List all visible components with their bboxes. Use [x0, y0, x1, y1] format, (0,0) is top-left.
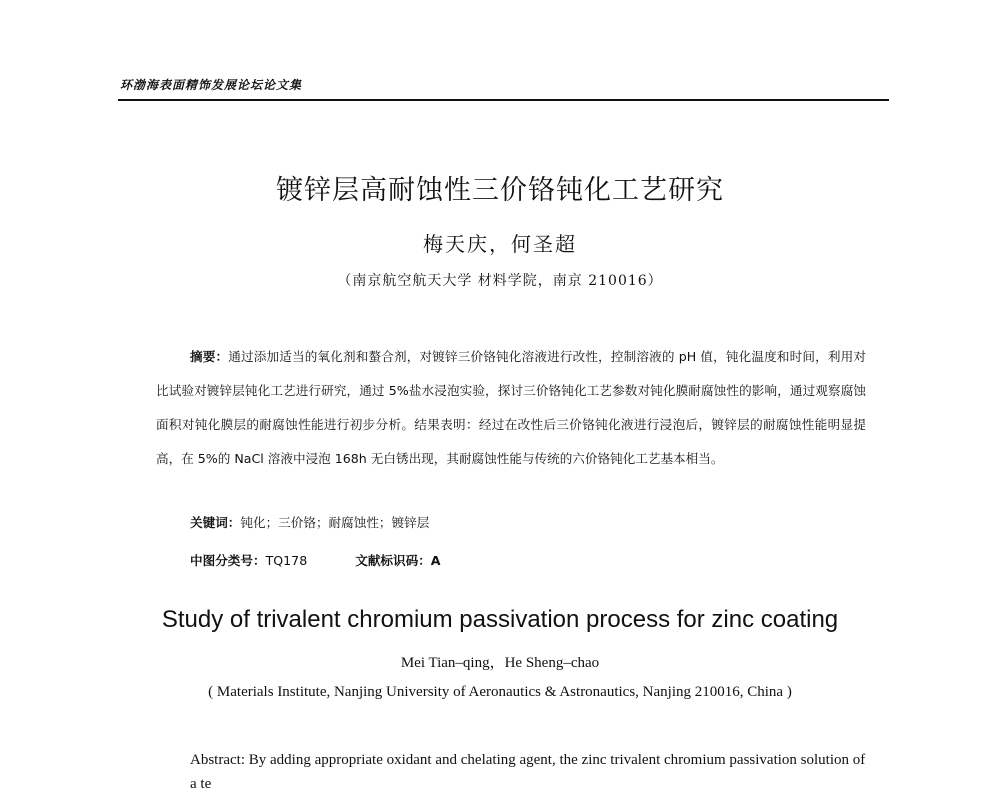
- header-rule: [118, 99, 889, 101]
- journal-header: 环渤海表面精饰发展论坛论文集: [120, 78, 303, 92]
- keywords: [190, 512, 429, 531]
- affiliation: （南京航空航天大学 材料学院，南京 210016）: [337, 273, 663, 289]
- clc-label: 中图分类号：: [190, 553, 266, 568]
- english-title: Study of trivalent chromium passivation process for zinc coating: [161, 606, 839, 633]
- english-abstract-cut: Abstract: By adding appropriate oxidant and chelating agent, the zinc trivalent chromium passivation solution of a te: [190, 752, 866, 792]
- doc-code-label: 文献标识码：: [355, 553, 431, 568]
- english-authors: Mei Tian–qing，He Sheng–chao: [400, 655, 600, 671]
- paper-title: 镀锌层高耐蚀性三价铬钝化工艺研究: [276, 175, 724, 206]
- authors: 梅天庆，何圣超: [423, 232, 577, 256]
- abstract-label: 摘要：: [190, 349, 229, 364]
- abstract: [156, 340, 866, 476]
- doc-code-value: A: [430, 553, 441, 568]
- classification: [190, 550, 441, 569]
- keywords-label: 关键词：: [190, 515, 241, 530]
- abstract-text: 通过添加适当的氧化剂和螯合剂，对镀锌三价铬钝化溶液进行改性，控制溶液的 pH 值，钝化温度和时间，利用对比试验对镀锌层钝化工艺进行研究，通过 5%盐水浸泡实验，探讨三价铬钝化工艺参数对钝化膜耐腐蚀性的影响，通过观察腐蚀面积对钝化膜层的耐腐蚀性能进行初步分析。结果表明：经过在改性后三价铬钝化液进行浸泡后，镀锌层的耐腐蚀性能明显提高，在 5%的 NaCl 溶液中浸泡 168h 无白锈出现，其耐腐蚀性能与传统的六价铬钝化工艺基本相当。: [156, 349, 866, 466]
- keywords-text: 钝化；三价铬；耐腐蚀性；镀锌层: [240, 515, 430, 530]
- english-affiliation: ( Materials Institute, Nanjing University of Aeronautics & Astronautics, Nanjing 210016, China ): [208, 684, 792, 700]
- clc-value: TQ178: [265, 553, 308, 568]
